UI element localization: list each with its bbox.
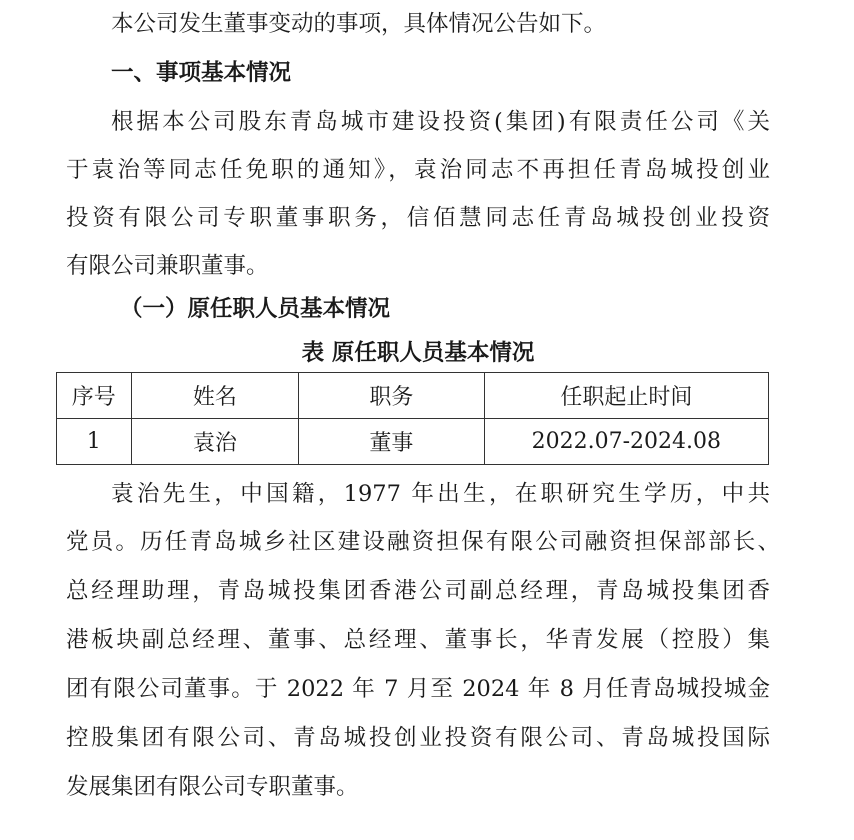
paragraph-line: 港板块副总经理、董事、总经理、董事长，华青发展（控股）集: [66, 627, 770, 653]
paragraph-line: 团有限公司董事。于 2022 年 7 月至 2024 年 8 月任青岛城投城金: [66, 676, 770, 702]
info-table: [56, 372, 769, 465]
table-cell: 袁治: [131, 419, 299, 465]
paragraph-line: 发展集团有限公司专职董事。: [66, 774, 359, 800]
paragraph-line: 根据本公司股东青岛城市建设投资(集团)有限责任公司《关: [111, 109, 770, 135]
paragraph-line: 有限公司兼职董事。: [66, 253, 269, 279]
table-header: 序号: [57, 373, 132, 419]
paragraph-line: 党员。历任青岛城乡社区建设融资担保有限公司融资担保部部长、: [66, 529, 780, 555]
table-row: [57, 419, 769, 465]
paragraph-line: 于袁治等同志任免职的通知》，袁治同志不再担任青岛城投创业: [66, 157, 770, 183]
table-caption: 表 原任职人员基本情况: [301, 340, 535, 366]
paragraph-line: 控股集团有限公司、青岛城投创业投资有限公司、青岛城投国际: [66, 725, 770, 751]
table-cell: 董事: [299, 419, 485, 465]
table-header: 姓名: [131, 373, 299, 419]
paragraph-line: 投资有限公司专职董事职务，信佰慧同志任青岛城投创业投资: [66, 205, 770, 231]
table-header-row: [57, 373, 769, 419]
table-cell: 2022.07-2024.08: [484, 419, 768, 465]
section-heading: 一、事项基本情况: [111, 60, 292, 86]
table-header: 任职起止时间: [484, 373, 768, 419]
table-cell: 1: [57, 419, 132, 465]
subsection-heading: （一）原任职人员基本情况: [120, 296, 391, 322]
intro-text: 本公司发生董事变动的事项，具体情况公告如下。: [111, 11, 607, 37]
paragraph-line: 袁治先生，中国籍，1977 年出生，在职研究生学历，中共: [111, 481, 770, 507]
paragraph-line: 总经理助理，青岛城投集团香港公司副总经理，青岛城投集团香: [66, 578, 770, 604]
table-header: 职务: [299, 373, 485, 419]
